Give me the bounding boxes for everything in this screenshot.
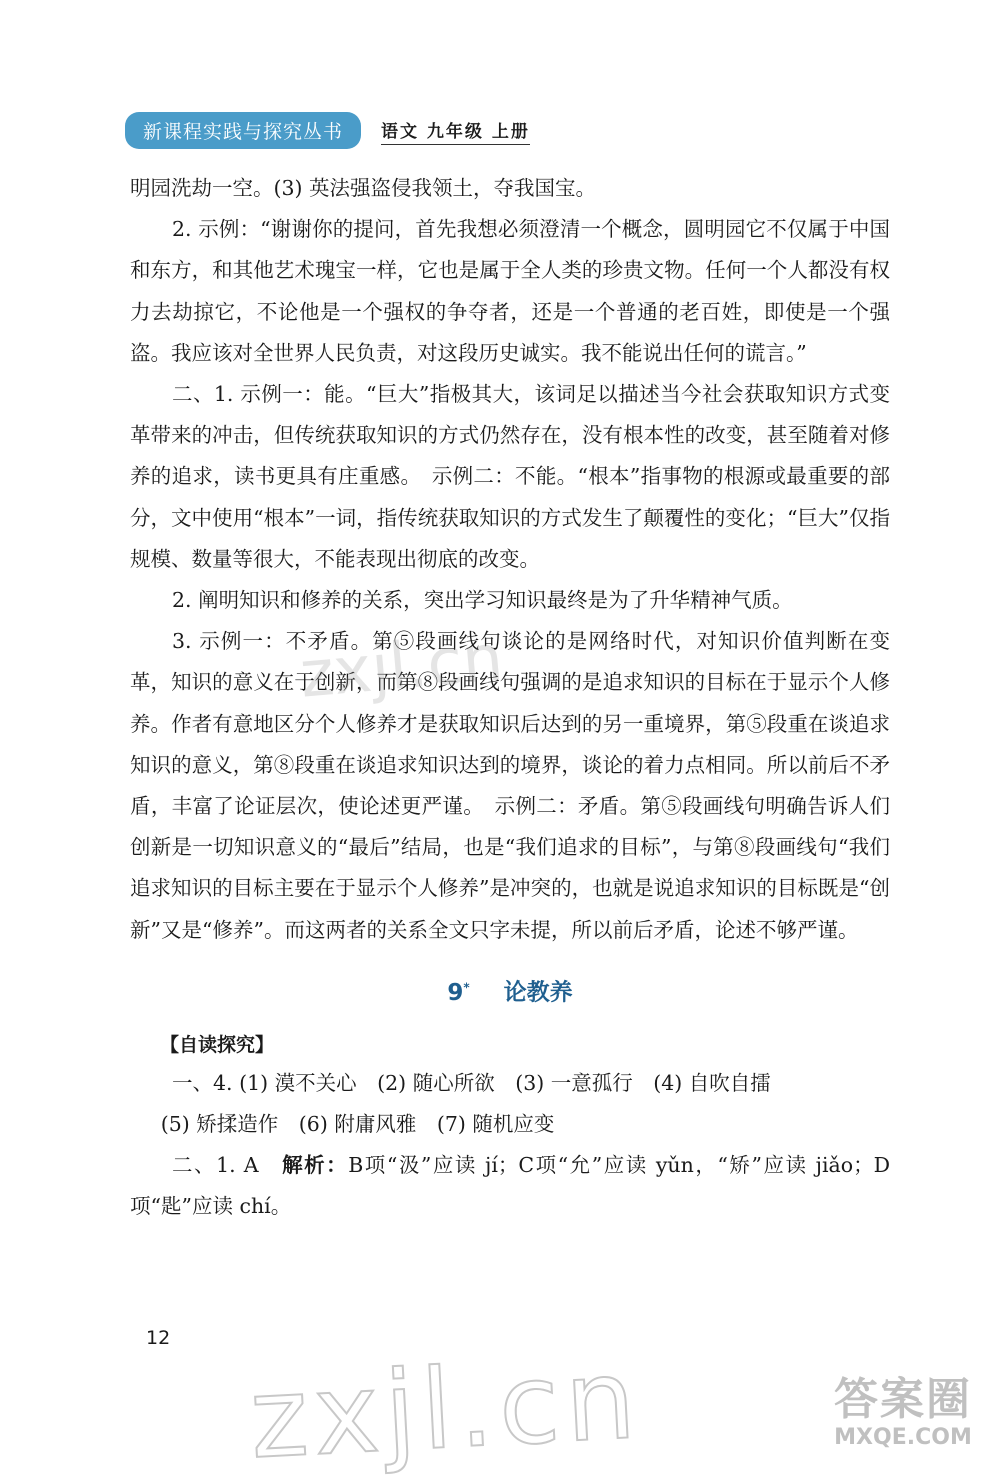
page-header — [125, 112, 530, 149]
page-content — [130, 168, 890, 1227]
series-title: 新课程实践与探究丛书 — [125, 112, 361, 149]
watermark-middle: zxjl.cn — [297, 621, 506, 713]
self-study-heading: 【自读探究】 — [160, 1033, 275, 1056]
section-title-text: 论教养 — [503, 979, 573, 1006]
section-number: 9* — [447, 979, 470, 1006]
watermark-bottom: zxjl.cn — [246, 1334, 645, 1483]
site-logo — [818, 1375, 988, 1451]
paragraph: 二、1. 示例一：能。“巨大”指极其大，该词足以描述当今社会获取知识方式变革带来的冲击，但传统获取知识的方式仍然存在，没有根本性的改变，甚至随着对修养的追求，读书更具有庄重感。 示例二：不能。“根本”指事物的根源或最重要的部分，文中使用“根本”一词，指传统获取知识的方式发生了颠覆性的变化；“巨大”仅指规模、数量等很大，不能表现出彻底的改变。 — [130, 382, 890, 571]
logo-domain: MXQE.COM — [834, 1425, 972, 1450]
paragraph: 3. 示例一：不矛盾。第⑤段画线句谈论的是网络时代，对知识价值判断在变革，知识的意义在于创新，而第⑧段画线句强调的是追求知识的目标在于显示个人修养。作者有意地区分个人修养才是获取知识后达到的另一重境界，第⑤段重在谈追求知识的意义，第⑧段重在谈追求知识达到的境界，谈论的着力点相同。所以前后不矛盾，丰富了论证层次，使论述更严谨。 示例二：矛盾。第⑤段画线句明确告诉人们创新是一切知识意义的“最后”结局，也是“我们追求的目标”，与第⑧段画线句“我们追求知识的目标主要在于显示个人修养”是冲突的，也就是说追求知识的目标既是“创新”又是“修养”。而这两者的关系全文只字未提，所以前后矛盾，论述不够严谨。 — [130, 629, 890, 942]
paragraph: 2. 阐明知识和修养的关系，突出学习知识最终是为了升华精神气质。 — [172, 588, 793, 613]
logo-text: 答案圈 — [834, 1374, 972, 1425]
section-title — [130, 965, 890, 1015]
answer-line: 二、1. A 解析：B项“汲”应读 jí；C项“允”应读 yǔn，“矫”应读 jiǎo；D项“匙”应读 chí。 — [130, 1152, 890, 1219]
paragraph: 2. 示例：“谢谢你的提问，首先我想必须澄清一个概念，圆明园它不仅属于中国和东方，和其他艺术瑰宝一样，它也是属于全人类的珍贵文物。任何一个人都没有权力去劫掠它，不论他是一个强权的争夺者，还是一个普通的老百姓，即使是一个强盗。我应该对全世界人民负责，对这段历史诚实。我不能说出任何的谎言。” — [130, 217, 890, 365]
answer-line: 一、4. (1) 漠不关心 (2) 随心所欲 (3) 一意孤行 (4) 自吹自擂 — [172, 1070, 771, 1095]
page-number: 12 — [146, 1327, 171, 1349]
answer-line: (5) 矫揉造作 (6) 附庸风雅 (7) 随机应变 — [160, 1111, 555, 1136]
subject-grade: 语文 九年级 上册 — [381, 117, 530, 145]
paragraph: 明园洗劫一空。(3) 英法强盗侵我领土，夺我国宝。 — [130, 176, 597, 200]
